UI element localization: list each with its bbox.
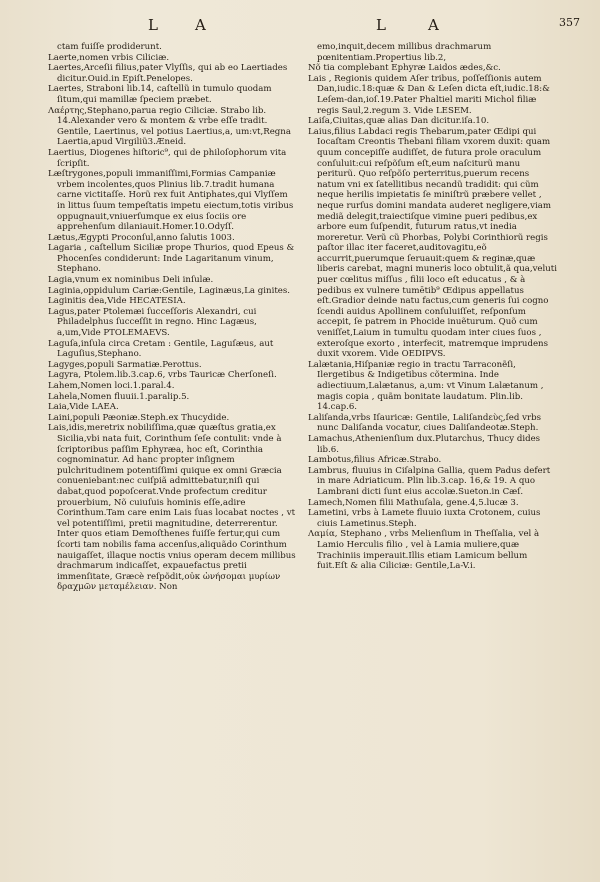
dictionary-entry: Lais,idis,meretrix nobiliſſima,quæ quæſtus gratia,ex Sicilia,vbi nata fuit, Corinthum ſeſe contulit: vnde à ſcriptoribus paſſim Ephyræa, hoc eſt, Corinthia cognominatur. Ad hanc propter inſignem pulchritudinem potentiſſimi quique ex omni Græcia conueniebant:nec cuiſpiã admittebatur,niſi qui dabat,quod popoſcerat.Vnde profectum creditur prouerbium, Nõ cuiuſuis hominis eſſe,adire Corinthum.Tam care enim Lais ſuas locabat noctes , vt vel potentiſſimi, pretii magnitudine, deterrerentur. Inter quos etiam Demoſthenes fuiſſe fertur,qui cum ſcorti tam nobilis fama accenſus,aliquãdo Corinthum nauigaſſet, illaque noctis vnius operam decem millibus drachmarum indicaſſet, expauefactus pretii immenſitate, Græcè reſpõdit,οὐκ ὠνήσομαι μυρίων δραχμῶν μεταμέλειαν. Non [48, 423, 296, 593]
dictionary-entry: Lalætania,Hiſpaniæ regio in tractu Tarraconẽſi, Ilergetibus & Indigetibus cõtermina. Inde adiectiuum,Lalætanus, a,um: vt Vinum Lalætanum , magis copia , quãm bonitate laudatum. Plin.lib. 14.cap.6. [308, 359, 544, 413]
dictionary-entry: Lambrus, fluuius in Ciſalpina Gallia, quem Padus defert in mare Adriaticum. Plin lib.3.cap. 16,& 19. A quo Lambrani dicti ſunt eius accolæ.Sueton.in Cæſ. [308, 465, 551, 497]
dictionary-entry: Laius,filius Labdaci regis Thebarum,pater Œdipi qui Iocaſtam Creontis Thebani filiam vxorem duxit: quam quum concepiſſe audiſſet, de futura prole oraculum conſuluit:cui reſpõſum eſt,eum naſciturũ manu periturũ. Quo reſpõſo perterritus,puerum recens natum vni ex ſatellitibus necandũ tradidit: qui cũm neque herilis impietatis ſe miniſtrũ præbere vellet , neque rurſus domini mandata auderet negligere,viam mediã delegit,traiectiſque vimine pueri pedibus,ex arbore eum ſuſpendit, futurum ratus,vt inedia moreretur. Verũ cũ Phorbas, Polybi Corinthiorũ regis paſtor illac iter faceret,auditovagitu,eõ accurrit,puerumque ſeruauit:quem & reginæ,quæ liberis carebat, magni muneris loco obtulit,ã qua,veluti puer cœlitus miſſus , filii loco eſt educatus , & à pedibus ex vulnere tumētib⁹ Œdipus appellatus eſt.Gradior deinde natu factus,cum generis ſui cogno ſcendi auidus Apollinem conſuluiſſet, reſponſum accepit, ſe patrem in Phocide inuẽturum. Quõ cum veniſſet,Laium in tumultu quodam inter ciues ſuos , exteroſque exorto , interfecit, matremque imprudens duxit vxorem. Vide OEDIPVS. [308, 126, 558, 360]
header-letter-3: L [376, 16, 388, 34]
dictionary-entry: Lætus,Ægypti Proconſul,anno ſalutis 1003. [48, 232, 235, 243]
dictionary-entry: Lamachus,Athenienſium dux.Plutarchus, Thucy dides lib.6. [308, 433, 541, 455]
dictionary-entry: Læſtrygones,populi immaniſſimi,Formias Campaniæ vrbem incolentes,quos Plinius lib.7.tradit humana carne victitaſſe. Horũ rex fuit Antiphates,qui Vlyſſem in littus ſuum tempeſtatis impetu eiectum,totis viribus oppugnauit,vniuerſumque ex eius ſociis ore apprehenſum dilaniauit.Homer.10.Odyſſ. [48, 169, 294, 233]
dictionary-entry: Laliſanda,vrbs Iſauricæ: Gentile, Laliſandεὺς,ſed vrbs nunc Daliſanda vocatur, ciues Daliſandeotæ.Steph. [308, 412, 541, 434]
dictionary-entry: Lagaria , caſtellum Siciliæ prope Thurios, quod Epeus & Phocenſes condiderunt: Inde Lagaritanum vinum, Stephano. [48, 243, 295, 275]
header-letter-2: A [195, 16, 208, 34]
dictionary-entry: Laginia,oppidulum Cariæ:Gentile, Laginæus,La ginites. [48, 285, 291, 296]
dictionary-entry: Λαμία, Stephano , vrbs Melienſium in Theſſalia, vel à Lamio Herculis filio , vel à Lamia muliere,quæ Trachiniis imperauit.Illis etiam Lamicum bellum fuit.Eſt & alia Ciliciæ: Gentile,La-V.i. [308, 529, 540, 572]
dictionary-entry: Lametini, vrbs à Lamete fluuio iuxta Crotonem, cuius ciuis Lametinus.Steph. [308, 508, 541, 529]
dictionary-entry: Lambotus,filius Africæ.Strabo. [308, 455, 442, 466]
dictionary-entry: Lahela,Nomen fluuii.1.paralip.5. [48, 391, 190, 402]
dictionary-entry: Lagyra, Ptolem.lib.3.cap.6, vrbs Tauricæ Cherſoneſi. [48, 370, 277, 381]
page-header [40, 16, 580, 38]
left-column [48, 42, 298, 593]
page-number: 357 [559, 16, 580, 29]
dictionary-entry: Lagus,pater Ptolemæi ſucceſſoris Alexandri, cui Philadelphus ſucceſſit in regno. Hinc Lagæus, a,um,Vide PTOLEMAEVS. [48, 306, 257, 339]
dictionary-entry: Laertes, Straboni lib.14, caſtellũ in tumulo quodam ſitum,qui mamillæ ſpeciem præbet. [48, 84, 272, 105]
dictionary-entry: Laia,Vide LAEA. [48, 402, 119, 413]
dictionary-entry: Lamech,Nomen filii Mathuſala, gene.4,5.lucæ 3. [308, 497, 519, 508]
dictionary-entry: emo,inquit,decem millibus drachmarum pœnitentiam.Propertius lib.2, [317, 42, 492, 63]
dictionary-entry: Lagyges,populi Sarmatiæ.Perottus. [48, 359, 202, 370]
dictionary-entry: Laginitis dea,Vide HECATESIA. [48, 296, 186, 307]
dictionary-entry: Laguſa,inſula circa Cretam : Gentile, Laguſæus, aut Laguſius,Stephano. [48, 338, 274, 360]
dictionary-entry: Laerte,nomen vrbis Ciliciæ. [48, 52, 170, 63]
dictionary-entry: Laertes,Arceſii filius,pater Vlyſſis, qui ab eo Laertiades dicitur.Ouid.in Epiſt.Penelopes. [48, 63, 288, 84]
header-letter-1: L [148, 16, 160, 34]
dictionary-entry: Laiſa,Ciuitas,quæ alias Dan dicitur.iſa.10. [308, 116, 490, 127]
right-column [308, 42, 558, 572]
dictionary-entry: Lais , Regionis quidem Aſer tribus, poſſeſſionis autem Dan,iudic.18:quæ & Dan & Leſen dicta eſt,iudic.18:& Leſem-dan,ioſ.19.Pater Phaltiel mariti Michol filiæ regis Saul,2.regum 3. Vide LESEM. [308, 73, 550, 116]
dictionary-entry: Laini,populi Pæoniæ.Steph.ex Thucydide. [48, 412, 230, 423]
dictionary-entry: Lahem,Nomen loci.1.paral.4. [48, 381, 175, 391]
dictionary-entry: ctam fuiſſe prodiderunt. [57, 42, 162, 52]
dictionary-entry: Lagia,vnum ex nominibus Deli inſulæ. [48, 275, 214, 286]
header-letter-4: A [428, 16, 441, 34]
dictionary-entry: Laertius, Diogenes hiſtoric⁹, qui de philoſophorum vita ſcripſit. [48, 147, 287, 169]
dictionary-entry: Nõ tia complebant Ephyræ Laidos ædes,&c. [308, 63, 501, 74]
dictionary-entry: Λαέρτης,Stephano,parua regio Ciliciæ. Strabo lib. 14.Alexander vero & montem & vrbe eſſe tradit. Gentile, Laertinus, vel potius Laertius,a, um:vt,Regna Laertia,apud Virgiliũ3.Æneid. [48, 105, 291, 148]
